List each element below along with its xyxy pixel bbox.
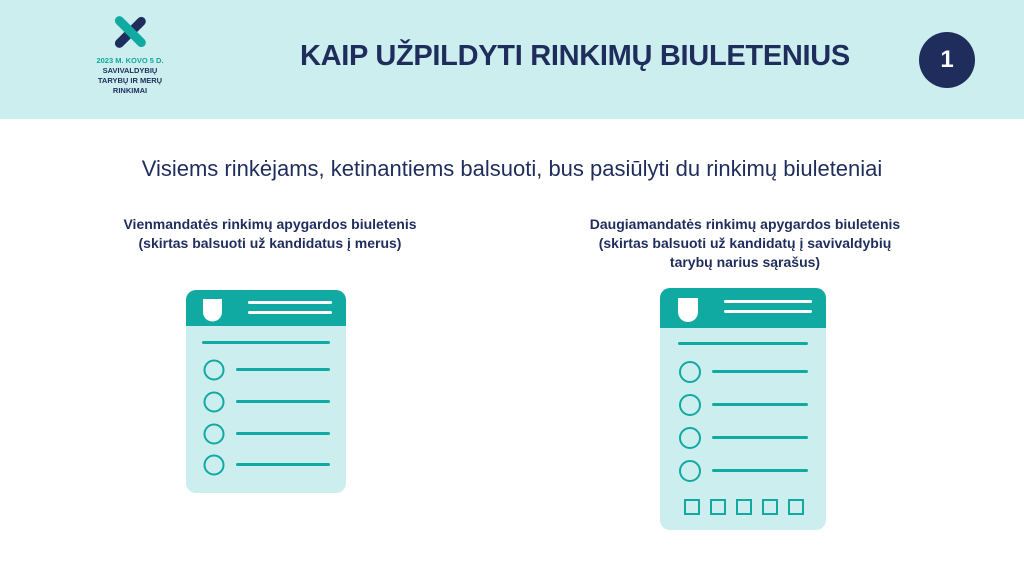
label-line: tarybų narius sąrašus) bbox=[669, 254, 821, 270]
candidate-line bbox=[236, 432, 330, 435]
header-line bbox=[248, 311, 332, 314]
candidate-line bbox=[712, 370, 808, 373]
header-line bbox=[724, 310, 812, 313]
single-mandate-ballot-illustration bbox=[186, 290, 346, 493]
candidate-line bbox=[236, 463, 330, 466]
divider-line bbox=[678, 342, 808, 345]
candidate-line bbox=[712, 436, 808, 439]
header-banner bbox=[0, 0, 1024, 119]
subtitle: Visiems rinkėjams, ketinantiems balsuoti, bus pasiūlyti du rinkimų biuleteniai bbox=[141, 156, 883, 181]
logo-line-4: RINKIMAI bbox=[112, 86, 148, 95]
page-title: KAIP UŽPILDYTI RINKIMŲ BIULETENIUS bbox=[300, 40, 850, 72]
multi-mandate-ballot-illustration bbox=[660, 288, 826, 530]
logo-line-3: TARYBŲ IR MERŲ bbox=[97, 76, 163, 85]
logo-line-2: SAVIVALDYBIŲ bbox=[102, 66, 158, 75]
candidate-line bbox=[236, 368, 330, 371]
election-logo-icon bbox=[111, 14, 149, 50]
label-line: (skirtas balsuoti už kandidatų į savivaldybių bbox=[598, 235, 892, 251]
step-number-badge: 1 bbox=[919, 32, 975, 88]
coat-of-arms-icon bbox=[678, 298, 698, 322]
coat-of-arms-icon bbox=[203, 299, 222, 322]
candidate-line bbox=[712, 469, 808, 472]
header-line bbox=[248, 301, 332, 304]
label-line: Daugiamandatės rinkimų apygardos biuletenis bbox=[589, 216, 901, 232]
candidate-line bbox=[236, 400, 330, 403]
candidate-line bbox=[712, 403, 808, 406]
multi-mandate-ballot-label bbox=[530, 215, 960, 272]
single-mandate-ballot-label bbox=[70, 215, 470, 253]
logo-date: 2023 M. KOVO 5 D. bbox=[96, 56, 164, 65]
label-line: Vienmandatės rinkimų apygardos biuletenis bbox=[123, 216, 417, 232]
divider-line bbox=[202, 341, 330, 344]
logo-caption bbox=[70, 56, 190, 96]
header-line bbox=[724, 300, 812, 303]
label-line: (skirtas balsuoti už kandidatus į merus) bbox=[138, 235, 402, 251]
